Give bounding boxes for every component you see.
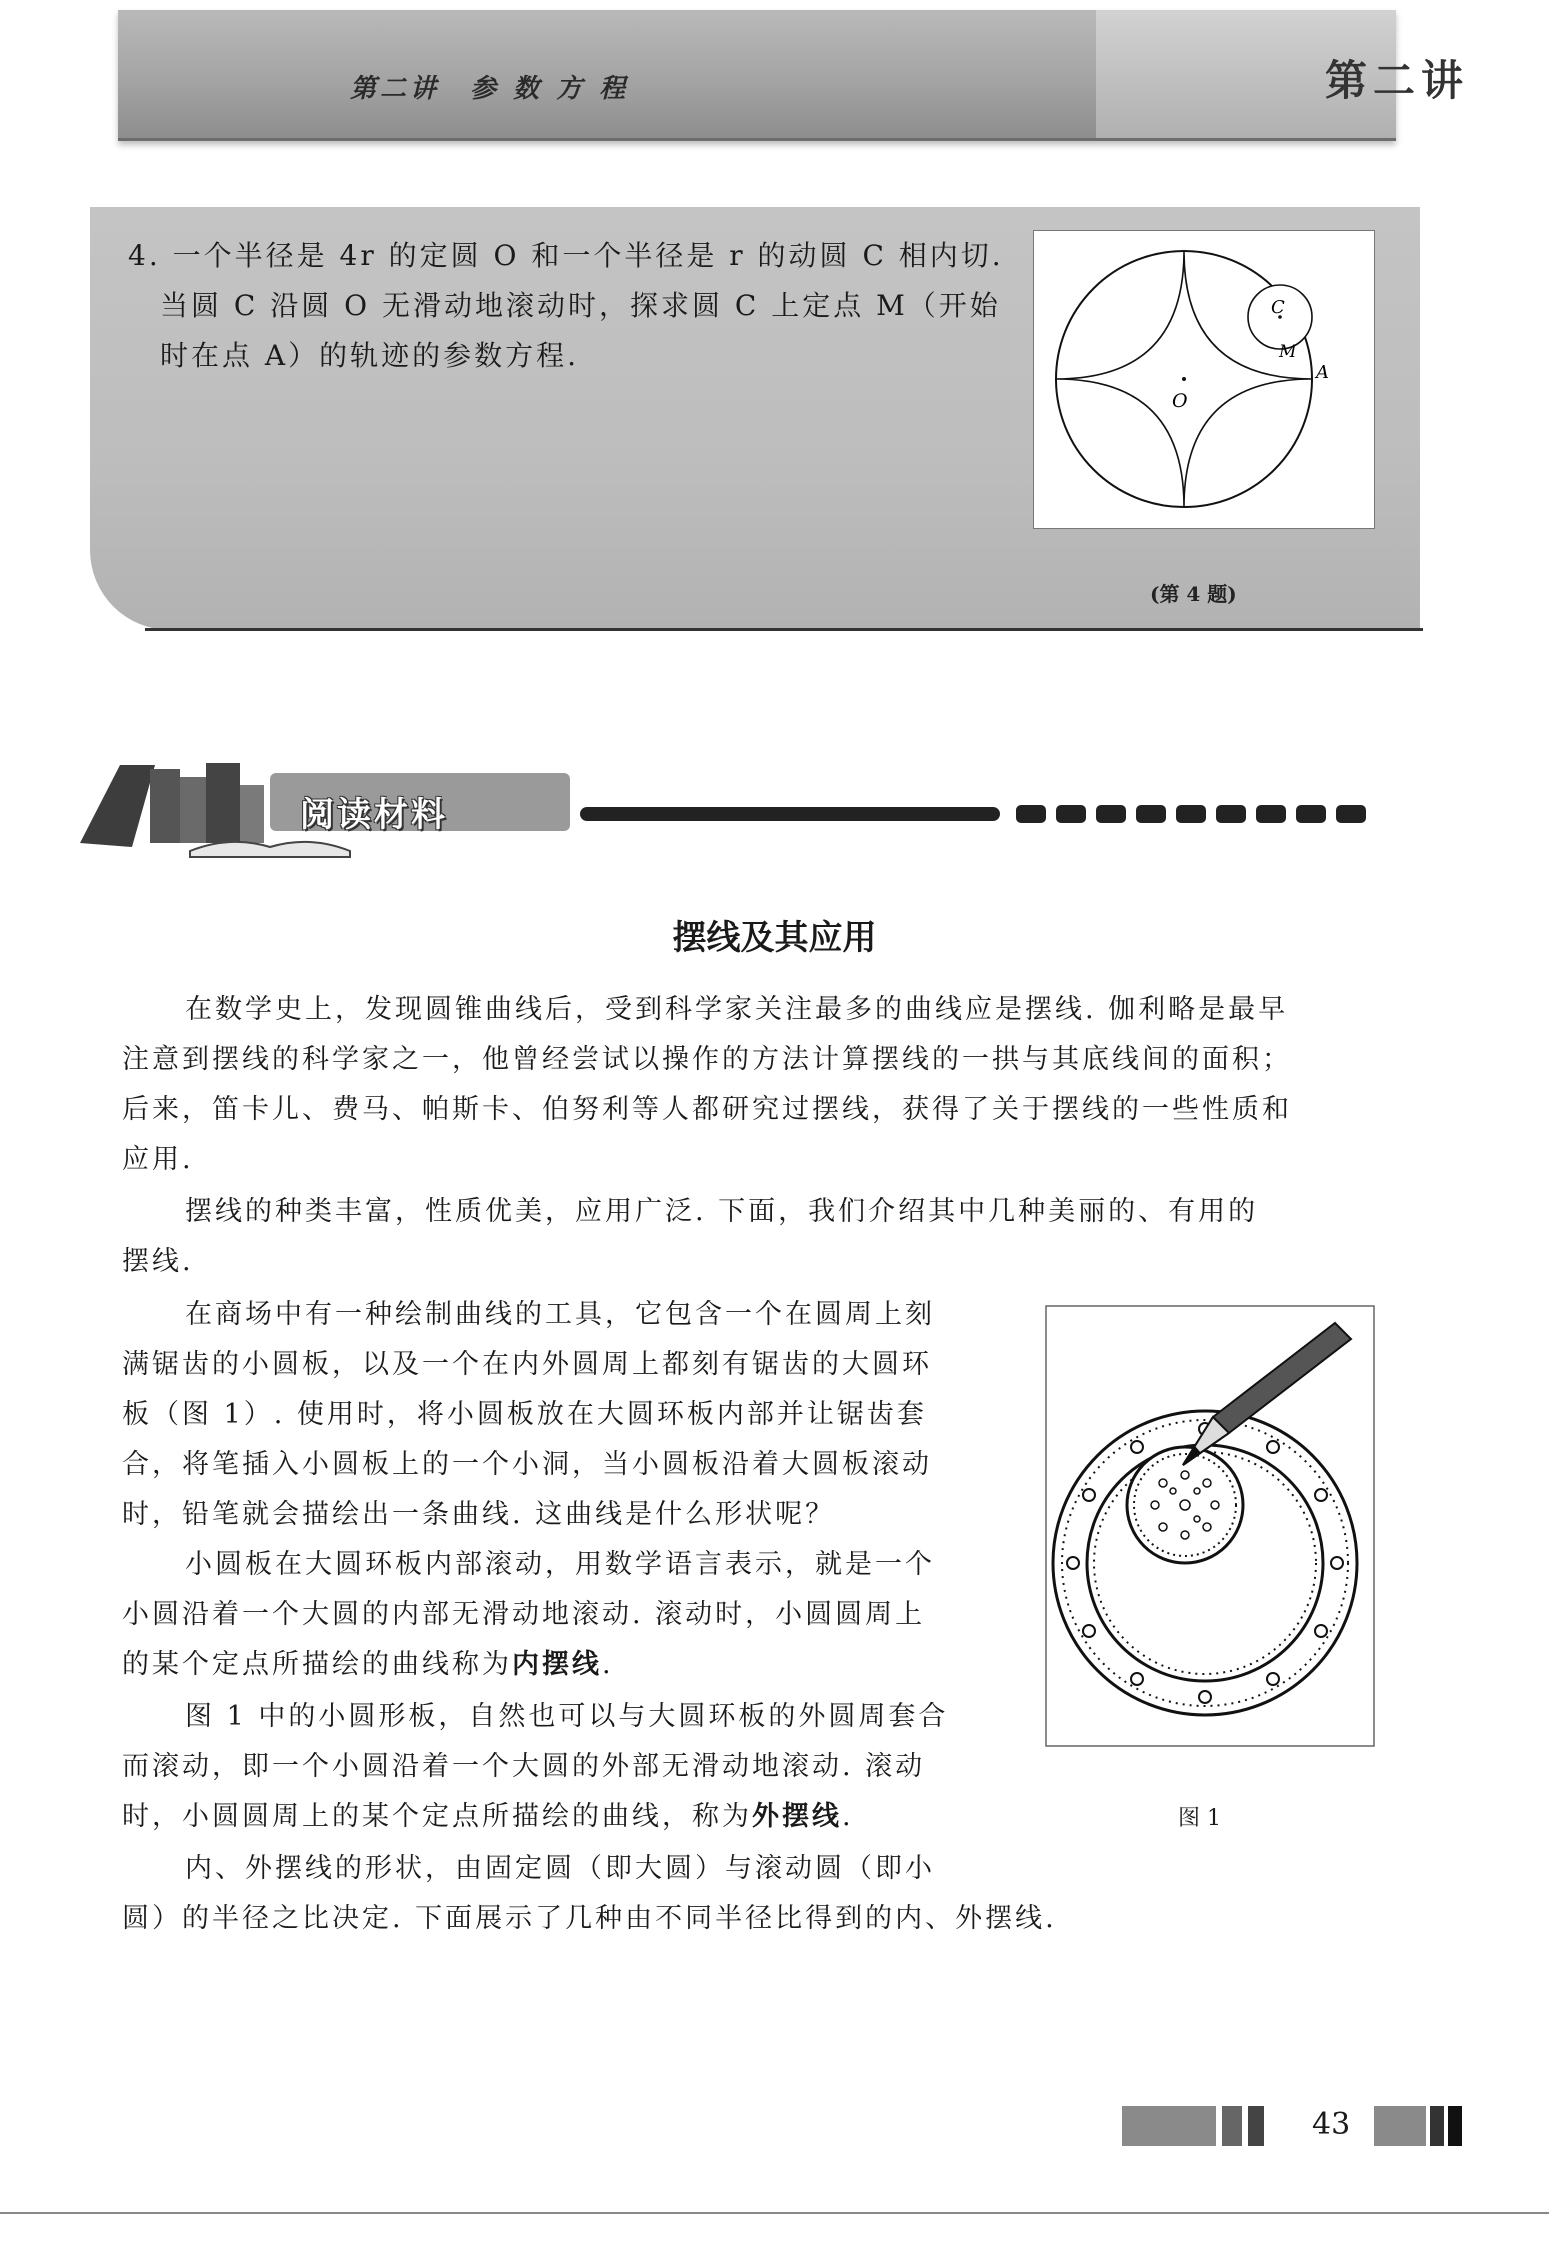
paragraph-line: 而滚动，即一个小圆沿着一个大圆的外部无滑动地滚动. 滚动 xyxy=(122,1751,926,1782)
reading-banner-label: 阅读材料 xyxy=(300,795,448,835)
paragraph-line: 内、外摆线的形状，由固定圆（即大圆）与滚动圆（即小 xyxy=(185,1853,935,1884)
paragraph-line: 在数学史上，发现圆锥曲线后，受到科学家关注最多的曲线应是摆线. 伽利略是最早 xyxy=(185,994,1289,1025)
exercise-text-line: 当圆 C 沿圆 O 无滑动地滚动时，探求圆 C 上定点 M（开始 xyxy=(160,289,1001,322)
paragraph-line: 在商场中有一种绘制曲线的工具，它包含一个在圆周上刻 xyxy=(185,1299,935,1330)
spirograph-illustration xyxy=(1045,1305,1375,1747)
figure-1-caption: 图 1 xyxy=(1178,1806,1221,1831)
paragraph-line: 摆线的种类丰富，性质优美，应用广泛. 下面，我们介绍其中几种美丽的、有用的 xyxy=(185,1196,1259,1227)
label-O: O xyxy=(1172,390,1188,412)
paragraph-line: 时，小圆圆周上的某个定点所描绘的曲线，称为外摆线. xyxy=(122,1801,854,1832)
article-title: 摆线及其应用 xyxy=(672,918,877,958)
banner-line xyxy=(580,807,1000,821)
page-number: 43 xyxy=(1312,2107,1351,2142)
label-M: M xyxy=(1279,342,1297,362)
astroid-diagram xyxy=(1034,231,1374,528)
chapter-badge: 第二讲 xyxy=(1324,56,1469,105)
chapter-header xyxy=(118,10,1396,141)
paragraph-line: 图 1 中的小圆形板，自然也可以与大圆环板的外圆周套合 xyxy=(185,1701,949,1732)
label-C: C xyxy=(1271,297,1285,318)
footer-rule xyxy=(0,2212,1549,2214)
paragraph-line: 时，铅笔就会描绘出一条曲线. 这曲线是什么形状呢？ xyxy=(122,1499,836,1530)
paragraph-line: 合，将笔插入小圆板上的一个小洞，当小圆板沿着大圆板滚动 xyxy=(122,1449,932,1480)
paragraph-line: 满锯齿的小圆板，以及一个在内外圆周上都刻有锯齿的大圆环 xyxy=(122,1349,932,1380)
paragraph-line: 小圆板在大圆环板内部滚动，用数学语言表示，就是一个 xyxy=(185,1549,935,1580)
paragraph-line: 摆线. xyxy=(122,1246,194,1277)
term-hypocycloid: 内摆线 xyxy=(512,1649,602,1680)
paragraph-line: 的某个定点所描绘的曲线称为内摆线. xyxy=(122,1649,614,1680)
page-footer-decoration xyxy=(1122,2106,1462,2146)
label-A: A xyxy=(1316,362,1329,383)
paragraph-line: 注意到摆线的科学家之一，他曾经尝试以操作的方法计算摆线的一拱与其底线间的面积； xyxy=(122,1044,1292,1075)
exercise-figure xyxy=(1033,230,1375,529)
figure-caption: (第 4 题) xyxy=(1150,582,1237,606)
paragraph-line: 小圆沿着一个大圆的内部无滑动地滚动. 滚动时，小圆圆周上 xyxy=(122,1599,926,1630)
paragraph-line: 板（图 1）. 使用时，将小圆板放在大圆环板内部并让锯齿套 xyxy=(122,1399,927,1430)
exercise-text-line: 4. 一个半径是 4r 的定圆 O 和一个半径是 r 的动圆 C 相内切. xyxy=(128,239,1004,272)
figure-1 xyxy=(1045,1305,1375,1747)
paragraph-line: 后来，笛卡儿、费马、帕斯卡、伯努利等人都研究过摆线，获得了关于摆线的一些性质和 xyxy=(122,1094,1292,1125)
paragraph-line: 圆）的半径之比决定. 下面展示了几种由不同半径比得到的内、外摆线. xyxy=(122,1903,1057,1934)
exercise-text-line: 时在点 A）的轨迹的参数方程. xyxy=(160,339,580,372)
term-epicycloid: 外摆线 xyxy=(752,1801,842,1832)
paragraph-line: 应用. xyxy=(122,1144,194,1175)
chapter-title: 第二讲 参 数 方 程 xyxy=(350,74,630,104)
reading-banner xyxy=(80,755,1400,865)
divider xyxy=(145,628,1423,631)
center-point xyxy=(1182,377,1186,381)
